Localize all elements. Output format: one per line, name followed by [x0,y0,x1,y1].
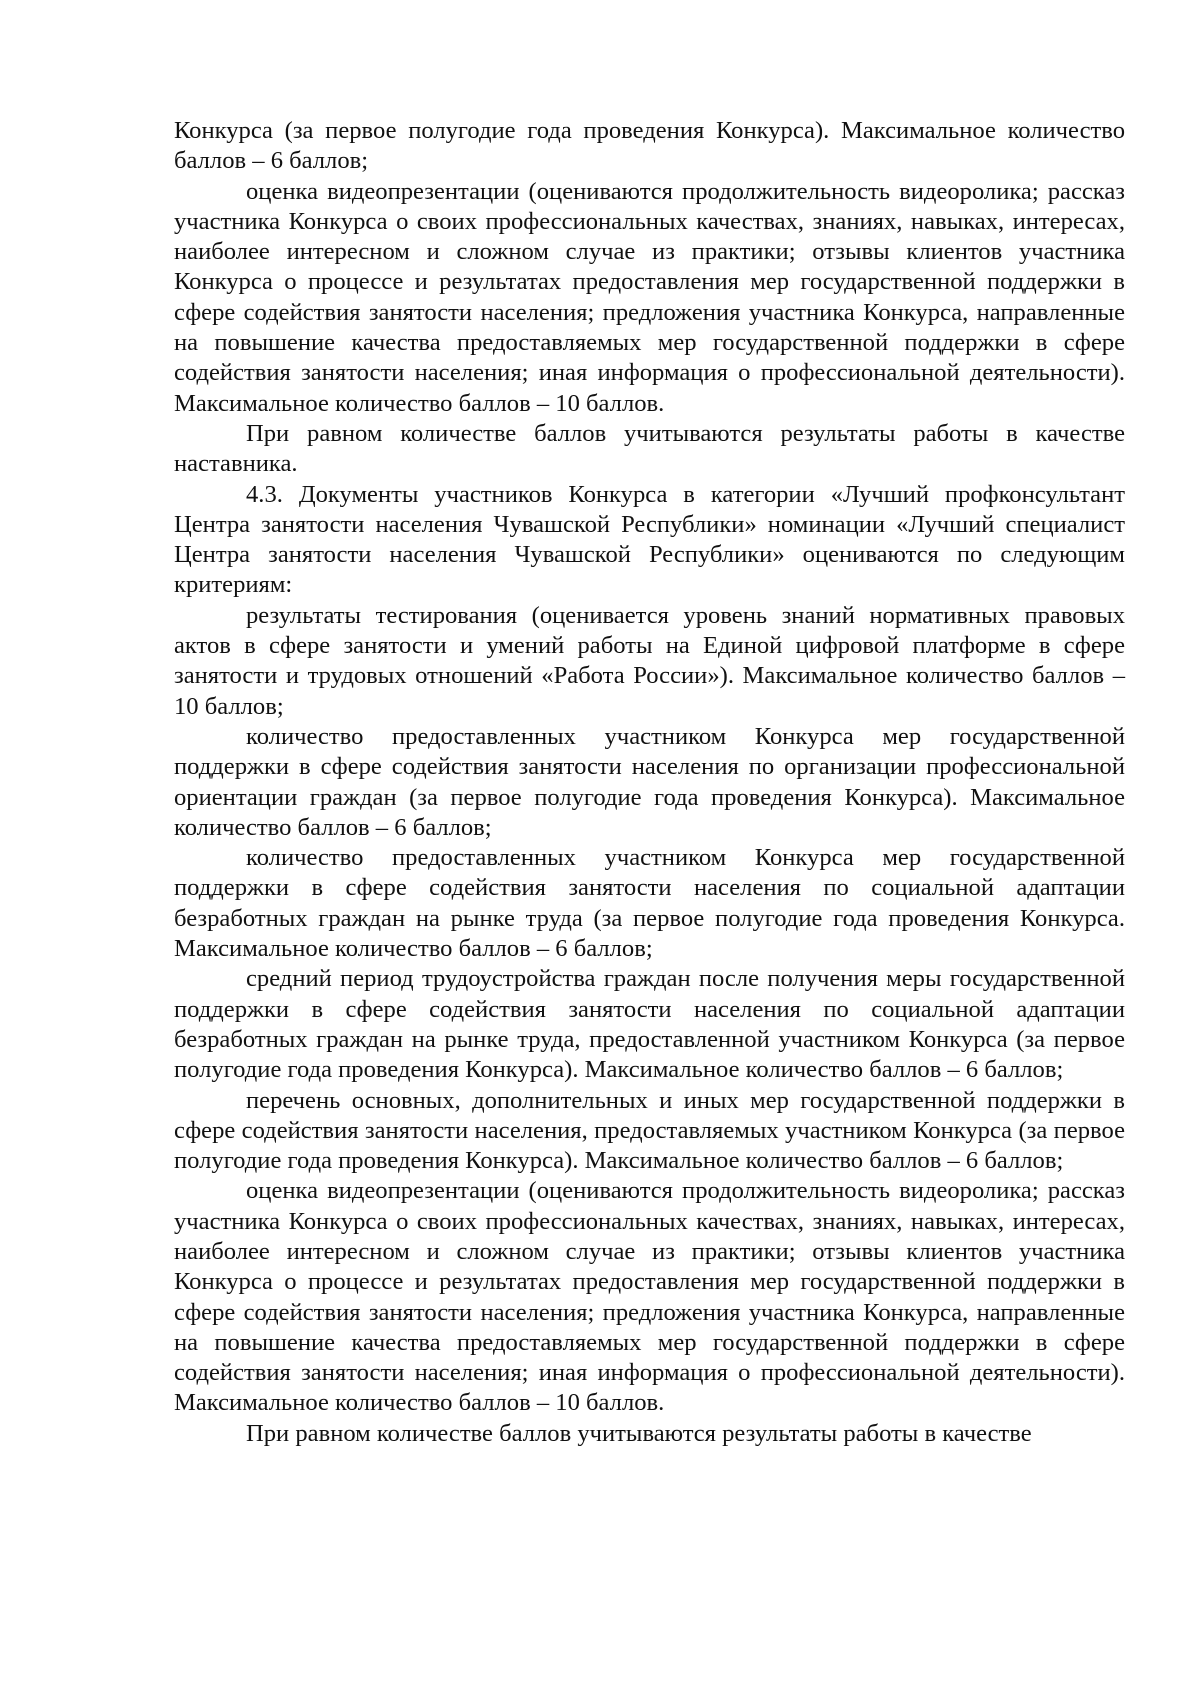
paragraph-testing-criterion: результаты тестирования (оценивается уровень знаний нормативных правовых актов в сфере занятости и умений работы на Единой цифровой платформе в сфере занятости и трудовых отношений «Работа России»). Максимальное количество баллов – 10 баллов; [174,601,1125,720]
document-page [174,116,1125,1449]
paragraph-section-4-3: 4.3. Документы участников Конкурса в категории «Лучший профконсультант Центра занятости населения Чувашской Республики» номинации «Лучший специалист Центра занятости населения Чувашской Республики» оцениваются по следующим критериям: [174,480,1125,599]
paragraph-video-presentation-criterion-2: оценка видеопрезентации (оцениваются продолжительность видеоролика; рассказ участника Конкурса о своих профессиональных качествах, знаниях, навыках, интересах, наиболее интересном и сложном случае из практики; отзывы клиентов участника Конкурса о процессе и результатах предоставления мер государственной поддержки в сфере содействия занятости населения; предложения участника Конкурса, направленные на повышение качества предоставляемых мер государственной поддержки в сфере содействия занятости населения; иная информация о профессиональной деятельности). Максимальное количество баллов – 10 баллов. [174,1177,1125,1417]
paragraph-employment-period-criterion: средний период трудоустройства граждан после получения меры государственной поддержки в сфере содействия занятости населения по социальной адаптации безработных граждан на рынке труда, предоставленной участником Конкурса (за первое полугодие года проведения Конкурса). Максимальное количество баллов – 6 баллов; [174,965,1125,1084]
paragraph-tie-break-rule-2: При равном количестве баллов учитываются результаты работы в качестве [246,1419,1032,1447]
paragraph-continuation: Конкурса (за первое полугодие года проведения Конкурса). Максимальное количество баллов – 6 баллов; [174,117,1125,175]
paragraph-measures-list-criterion: перечень основных, дополнительных и иных мер государственной поддержки в сфере содействия занятости населения, предоставляемых участником Конкурса (за первое полугодие года проведения Конкурса). Максимальное количество баллов – 6 баллов; [174,1086,1125,1175]
paragraph-career-guidance-criterion: количество предоставленных участником Конкурса мер государственной поддержки в сфере содействия занятости населения по организации профессиональной ориентации граждан (за первое полугодие года проведения Конкурса). Максимальное количество баллов – 6 баллов; [174,722,1125,841]
paragraph-social-adaptation-criterion: количество предоставленных участником Конкурса мер государственной поддержки в сфере содействия занятости населения по социальной адаптации безработных граждан на рынке труда (за первое полугодие года проведения Конкурса. Максимальное количество баллов – 6 баллов; [174,844,1125,963]
paragraph-video-presentation-criterion: оценка видеопрезентации (оцениваются продолжительность видеоролика; рассказ участника Конкурса о своих профессиональных качествах, знаниях, навыках, интересах, наиболее интересном и сложном случае из практики; отзывы клиентов участника Конкурса о процессе и результатах предоставления мер государственной поддержки в сфере содействия занятости населения; предложения участника Конкурса, направленные на повышение качества предоставляемых мер государственной поддержки в сфере содействия занятости населения; иная информация о профессиональной деятельности). Максимальное количество баллов – 10 баллов. [174,177,1125,417]
paragraph-tie-break-rule: При равном количестве баллов учитываются результаты работы в качестве наставника. [174,419,1125,478]
